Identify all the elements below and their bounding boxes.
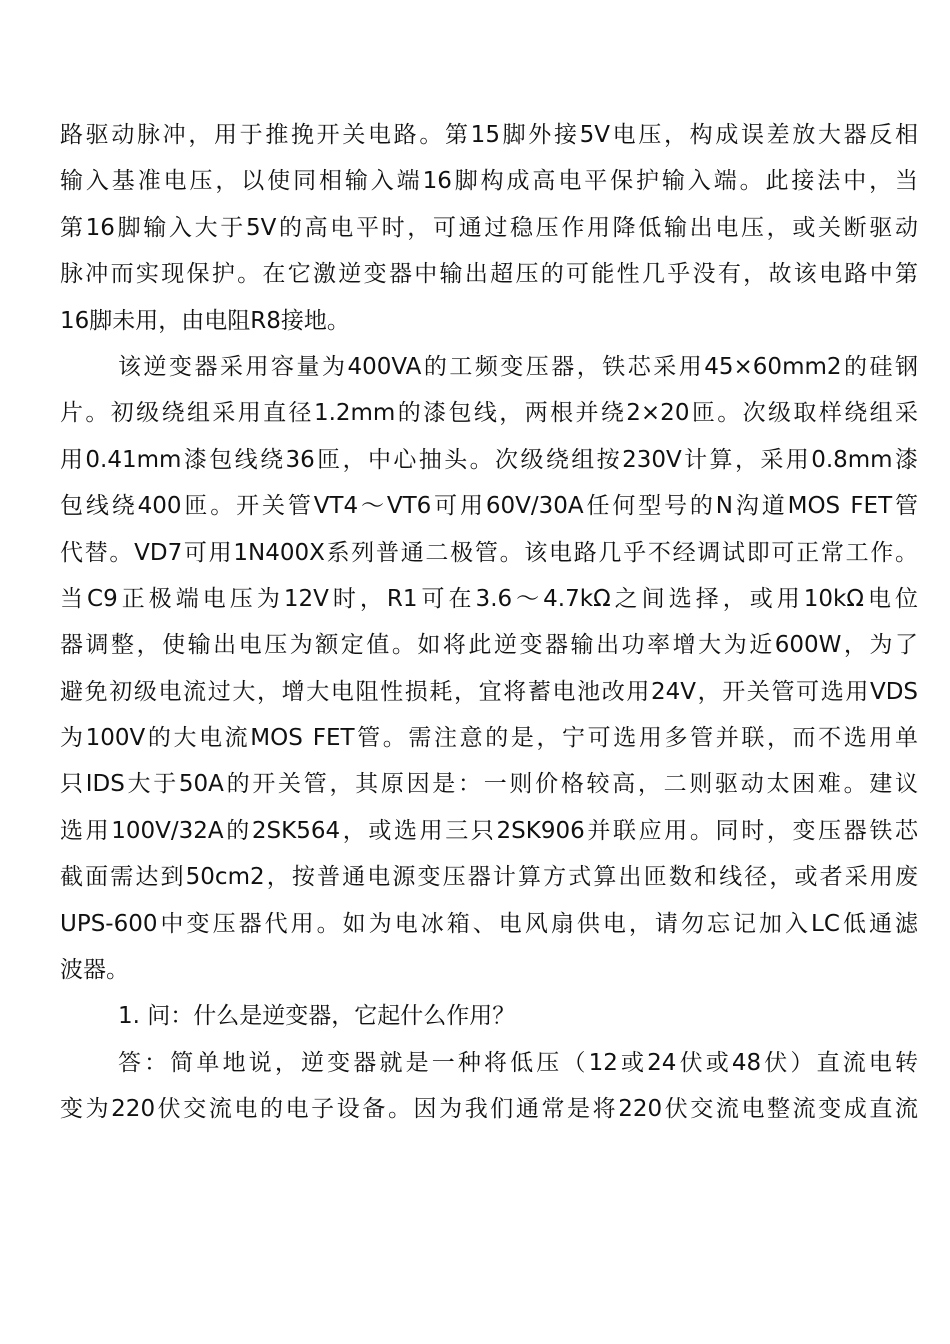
- paragraph-line: 器调整，使输出电压为额定值。如将此逆变器输出功率增大为近600W，为了: [60, 632, 918, 659]
- paragraph-line: UPS-600中变压器代用。如为电冰箱、电风扇供电，请勿忘记加入LC低通滤: [60, 910, 918, 937]
- paragraph-line: 第16脚输入大于5V的高电平时，可通过稳压作用降低输出电压，或关断驱动: [60, 214, 918, 241]
- paragraph-first-line: 该逆变器采用容量为400VA的工频变压器，铁芯采用45×60mm2的硅钢: [118, 353, 918, 380]
- paragraph-line: 截面需达到50cm2，按普通电源变压器计算方式算出匝数和线径，或者采用废: [60, 864, 918, 891]
- paragraph-line: 路驱动脉冲，用于推挽开关电路。第15脚外接5V电压，构成误差放大器反相: [60, 122, 918, 148]
- paragraph-line: 片。初级绕组采用直径1.2mm的漆包线，两根并绕2×20匝。次级取样绕组采: [60, 400, 918, 427]
- paragraph-line: 输入基准电压，以使同相输入端16脚构成高电平保护输入端。此接法中，当: [60, 168, 918, 195]
- paragraph-line: 脉冲而实现保护。在它激逆变器中输出超压的可能性几乎没有，故该电路中第: [60, 261, 918, 288]
- paragraph-line: 用0.41mm漆包线绕36匝，中心抽头。次级绕组按230V计算，采用0.8mm漆: [60, 446, 918, 473]
- answer-line: 变为220伏交流电的电子设备。因为我们通常是将220伏交流电整流变成直流: [60, 1096, 918, 1123]
- paragraph-last-line: 波器。: [60, 957, 129, 984]
- paragraph-line: 只IDS大于50A的开关管，其原因是：一则价格较高，二则驱动太困难。建议: [60, 771, 918, 798]
- paragraph-line: 为100V的大电流MOS FET管。需注意的是，宁可选用多管并联，而不选用单: [60, 725, 918, 752]
- answer-first-line: 答：简单地说，逆变器就是一种将低压（12或24伏或48伏）直流电转: [118, 1049, 918, 1076]
- question-heading: 1. 问：什么是逆变器，它起什么作用？: [118, 1003, 516, 1030]
- paragraph-line: 避免初级电流过大，增大电阻性损耗，宜将蓄电池改用24V，开关管可选用VDS: [60, 678, 918, 705]
- paragraph-line: 包线绕400匝。开关管VT4～VT6可用60V/30A任何型号的N沟道MOS FET管: [60, 493, 918, 520]
- paragraph-last-line: 16脚未用，由电阻R8接地。: [60, 307, 350, 334]
- paragraph-line: 代替。VD7可用1N400X系列普通二极管。该电路几乎不经调试即可正常工作。: [60, 539, 918, 566]
- paragraph-line: 当C9正极端电压为12V时，R1可在3.6～4.7kΩ之间选择，或用10kΩ电位: [60, 585, 918, 612]
- body-text: [60, 112, 918, 1133]
- paragraph-line: 选用100V/32A的2SK564，或选用三只2SK906并联应用。同时，变压器铁芯: [60, 817, 918, 844]
